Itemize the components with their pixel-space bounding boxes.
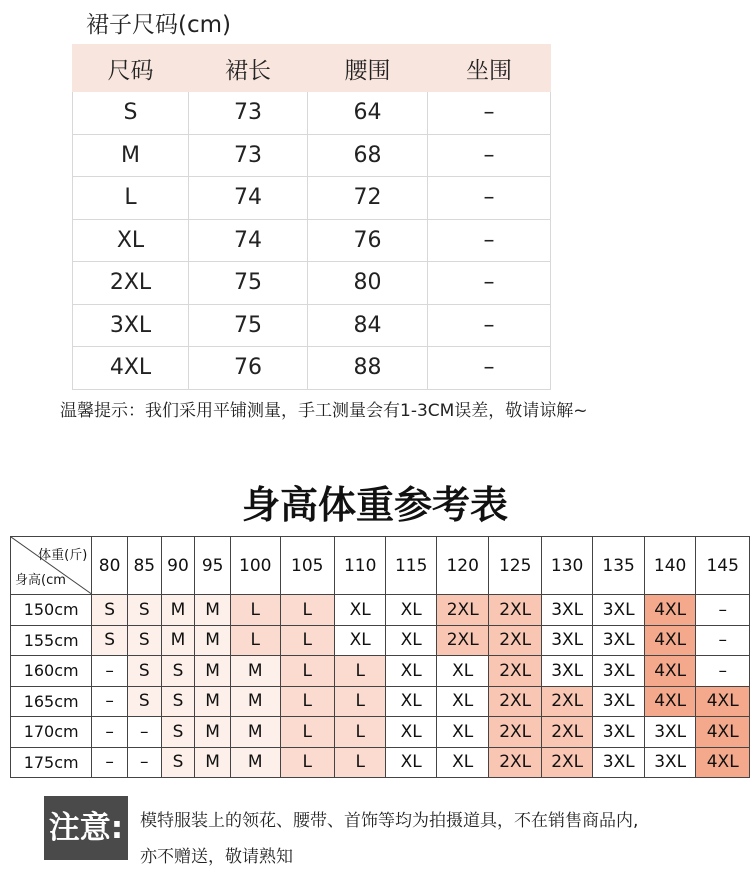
size-recommendation-cell: M <box>195 686 231 717</box>
size-recommendation-cell: 4XL <box>696 717 750 748</box>
size-recommendation-cell: L <box>280 747 334 778</box>
size-recommendation-cell: – <box>696 595 750 626</box>
size-recommendation-cell: 3XL <box>644 747 696 778</box>
size-cell: – <box>428 262 551 305</box>
size-recommendation-cell: XL <box>436 686 488 717</box>
size-recommendation-cell: S <box>127 595 161 626</box>
size-recommendation-cell: – <box>92 717 128 748</box>
height-label-cell: 155cm <box>11 625 92 656</box>
size-recommendation-cell: L <box>280 625 334 656</box>
size-cell: 2XL <box>73 262 189 305</box>
size-cell: 75 <box>189 304 308 347</box>
size-recommendation-cell: 3XL <box>593 717 645 748</box>
size-recommendation-cell: 2XL <box>541 747 593 778</box>
weight-header-cell: 90 <box>161 537 195 595</box>
height-row <box>11 656 750 687</box>
size-cell: 76 <box>189 347 308 390</box>
size-recommendation-cell: S <box>127 686 161 717</box>
size-cell: 72 <box>308 177 428 220</box>
size-recommendation-cell: 4XL <box>644 686 696 717</box>
size-recommendation-cell: 2XL <box>541 717 593 748</box>
size-recommendation-cell: L <box>334 717 386 748</box>
size-recommendation-cell: L <box>334 656 386 687</box>
height-label-cell: 150cm <box>11 595 92 626</box>
weight-header-cell: 95 <box>195 537 231 595</box>
size-recommendation-cell: S <box>92 625 128 656</box>
size-recommendation-cell: M <box>230 747 280 778</box>
size-cell: L <box>73 177 189 220</box>
size-cell: – <box>428 177 551 220</box>
size-cell: 64 <box>308 92 428 135</box>
size-recommendation-cell: L <box>280 686 334 717</box>
weight-header-cell: 85 <box>127 537 161 595</box>
size-cell: – <box>428 92 551 135</box>
size-cell: S <box>73 92 189 135</box>
size-cell: 3XL <box>73 304 189 347</box>
weight-header-cell: 110 <box>334 537 386 595</box>
size-recommendation-cell: – <box>92 747 128 778</box>
size-cell: – <box>428 347 551 390</box>
height-row <box>11 717 750 748</box>
size-recommendation-cell: 2XL <box>489 625 541 656</box>
size-cell: 74 <box>189 177 308 220</box>
size-recommendation-cell: 4XL <box>644 656 696 687</box>
size-recommendation-cell: S <box>161 686 195 717</box>
size-recommendation-cell: XL <box>436 717 488 748</box>
size-table-header-row <box>73 45 551 92</box>
height-row <box>11 686 750 717</box>
size-recommendation-cell: XL <box>334 595 386 626</box>
size-cell: 80 <box>308 262 428 305</box>
size-recommendation-cell: M <box>195 656 231 687</box>
size-table-row <box>73 219 551 262</box>
size-header-cell: 尺码 <box>73 45 189 92</box>
weight-header-cell: 135 <box>593 537 645 595</box>
size-recommendation-cell: L <box>280 656 334 687</box>
size-recommendation-cell: 4XL <box>696 747 750 778</box>
height-label-cell: 160cm <box>11 656 92 687</box>
size-recommendation-cell: 2XL <box>436 625 488 656</box>
weight-header-cell: 80 <box>92 537 128 595</box>
height-row <box>11 595 750 626</box>
size-cell: 73 <box>189 134 308 177</box>
size-recommendation-cell: 4XL <box>696 686 750 717</box>
corner-cell <box>11 537 92 595</box>
size-recommendation-cell: M <box>161 625 195 656</box>
size-recommendation-cell: 3XL <box>593 686 645 717</box>
size-recommendation-cell: M <box>230 717 280 748</box>
size-recommendation-cell: M <box>161 595 195 626</box>
size-recommendation-cell: 4XL <box>644 625 696 656</box>
size-cell: 76 <box>308 219 428 262</box>
size-recommendation-cell: 2XL <box>489 747 541 778</box>
size-recommendation-cell: – <box>696 656 750 687</box>
size-recommendation-cell: XL <box>386 595 437 626</box>
weight-header-row <box>11 537 750 595</box>
size-recommendation-cell: 3XL <box>644 717 696 748</box>
weight-header-cell: 140 <box>644 537 696 595</box>
size-recommendation-cell: – <box>127 747 161 778</box>
notice-text-line-1: 模特服装上的领花、腰带、首饰等均为拍摄道具，不在销售商品内, <box>140 811 639 831</box>
height-label-cell: 165cm <box>11 686 92 717</box>
size-recommendation-cell: S <box>161 717 195 748</box>
size-recommendation-cell: XL <box>436 656 488 687</box>
size-cell: XL <box>73 219 189 262</box>
weight-header-cell: 100 <box>230 537 280 595</box>
size-recommendation-cell: XL <box>334 625 386 656</box>
size-recommendation-cell: 3XL <box>593 625 645 656</box>
size-recommendation-cell: XL <box>386 717 437 748</box>
weight-header-cell: 115 <box>386 537 437 595</box>
size-recommendation-cell: 2XL <box>489 717 541 748</box>
size-recommendation-cell: M <box>195 595 231 626</box>
weight-header-cell: 145 <box>696 537 750 595</box>
height-row <box>11 747 750 778</box>
size-recommendation-cell: 4XL <box>644 595 696 626</box>
size-recommendation-cell: L <box>230 625 280 656</box>
size-recommendation-cell: XL <box>386 747 437 778</box>
size-recommendation-cell: M <box>195 717 231 748</box>
size-cell: 68 <box>308 134 428 177</box>
size-recommendation-cell: L <box>334 747 386 778</box>
size-recommendation-cell: XL <box>386 625 437 656</box>
size-recommendation-cell: – <box>696 625 750 656</box>
size-recommendation-cell: 3XL <box>541 595 593 626</box>
size-recommendation-cell: S <box>92 595 128 626</box>
weight-header-cell: 130 <box>541 537 593 595</box>
height-label-cell: 170cm <box>11 717 92 748</box>
size-cell: – <box>428 304 551 347</box>
size-cell: 88 <box>308 347 428 390</box>
height-label-cell: 175cm <box>11 747 92 778</box>
size-recommendation-cell: 2XL <box>489 595 541 626</box>
size-recommendation-cell: – <box>92 656 128 687</box>
size-recommendation-cell: S <box>127 656 161 687</box>
size-cell: M <box>73 134 189 177</box>
size-recommendation-cell: XL <box>386 686 437 717</box>
size-recommendation-cell: M <box>195 625 231 656</box>
size-recommendation-cell: L <box>280 595 334 626</box>
size-cell: – <box>428 219 551 262</box>
size-recommendation-cell: 2XL <box>541 686 593 717</box>
size-recommendation-cell: 3XL <box>541 656 593 687</box>
size-recommendation-cell: 2XL <box>489 656 541 687</box>
size-recommendation-cell: M <box>195 747 231 778</box>
size-cell: 73 <box>189 92 308 135</box>
size-table-row <box>73 347 551 390</box>
size-cell: – <box>428 134 551 177</box>
height-axis-label: 身高(cm <box>15 573 66 588</box>
size-cell: 84 <box>308 304 428 347</box>
size-recommendation-cell: S <box>161 656 195 687</box>
chart-title: 身高体重参考表 <box>241 483 508 527</box>
notice-badge: 注意: <box>44 796 128 860</box>
size-table-row <box>73 262 551 305</box>
size-recommendation-cell: 3XL <box>541 625 593 656</box>
size-recommendation-cell: L <box>334 686 386 717</box>
size-header-cell: 腰围 <box>308 45 428 92</box>
size-recommendation-cell: 2XL <box>436 595 488 626</box>
size-recommendation-cell: S <box>127 625 161 656</box>
weight-header-cell: 105 <box>280 537 334 595</box>
size-table <box>72 44 551 390</box>
size-recommendation-cell: L <box>280 717 334 748</box>
size-recommendation-cell: XL <box>386 656 437 687</box>
size-header-cell: 坐围 <box>428 45 551 92</box>
size-table-row <box>73 304 551 347</box>
size-header-cell: 裙长 <box>189 45 308 92</box>
weight-header-cell: 120 <box>436 537 488 595</box>
size-table-row <box>73 92 551 135</box>
size-table-row <box>73 134 551 177</box>
size-recommendation-cell: S <box>161 747 195 778</box>
notice-text-line-2: 亦不赠送，敬请熟知 <box>140 847 293 867</box>
size-recommendation-cell: 3XL <box>593 656 645 687</box>
size-recommendation-cell: – <box>92 686 128 717</box>
weight-axis-label: 体重(斤) <box>38 548 88 563</box>
size-recommendation-cell: XL <box>436 747 488 778</box>
size-table-title: 裙子尺码(cm) <box>86 12 231 38</box>
size-recommendation-cell: 3XL <box>593 747 645 778</box>
size-recommendation-cell: M <box>230 686 280 717</box>
size-recommendation-cell: L <box>230 595 280 626</box>
weight-header-cell: 125 <box>489 537 541 595</box>
size-cell: 4XL <box>73 347 189 390</box>
size-cell: 75 <box>189 262 308 305</box>
size-table-row <box>73 177 551 220</box>
size-recommendation-cell: M <box>230 656 280 687</box>
size-recommendation-cell: – <box>127 717 161 748</box>
height-row <box>11 625 750 656</box>
measurement-tip: 温馨提示：我们采用平铺测量，手工测量会有1-3CM误差，敬请谅解~ <box>60 401 588 421</box>
size-recommendation-cell: 3XL <box>593 595 645 626</box>
size-recommendation-cell: 2XL <box>489 686 541 717</box>
size-cell: 74 <box>189 219 308 262</box>
height-weight-table <box>10 536 750 778</box>
